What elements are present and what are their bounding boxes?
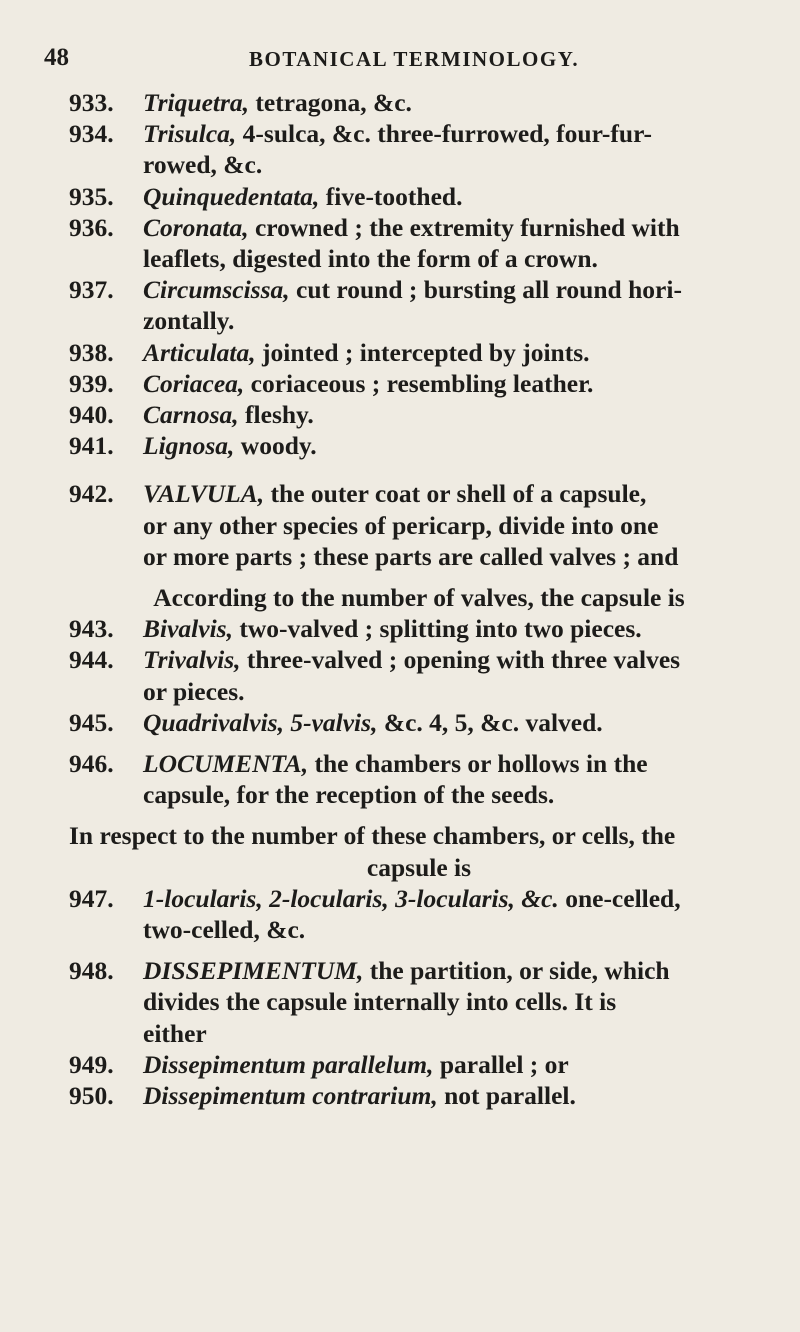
centered-line: capsule is	[366, 852, 472, 882]
entry-939	[69, 368, 769, 399]
entry-938	[69, 337, 769, 368]
entry-text: the partition, or side, which	[363, 956, 670, 986]
entry-text: 4-sulca, &c. three-furrowed, four-fur-	[236, 119, 652, 149]
entry-948	[69, 955, 769, 1049]
spacer	[69, 461, 769, 478]
entry-number: 946.	[69, 749, 114, 779]
entry-continuation: zontally.	[143, 306, 235, 336]
entry-text: &c. 4, 5, &c. valved.	[377, 707, 603, 737]
entry-term: Articulata,	[143, 337, 256, 367]
entry-937	[69, 274, 769, 336]
entry-continuation: capsule, for the reception of the seeds.	[143, 780, 555, 810]
page-number: 48	[44, 44, 69, 71]
centered-line: According to the number of valves, the capsule is	[153, 583, 685, 613]
entry-text: jointed ; intercepted by joints.	[255, 337, 590, 367]
entry-number: 937.	[69, 275, 114, 305]
entry-number: 942.	[69, 479, 114, 509]
entry-term: Bivalvis,	[143, 614, 233, 644]
entry-949	[69, 1049, 769, 1080]
entry-continuation: or more parts ; these parts are called valves ; and	[143, 541, 679, 571]
entry-text: the chambers or hollows in the	[308, 749, 648, 779]
entry-term-alt: 5-valvis,	[283, 707, 378, 737]
entry-text: parallel ; or	[433, 1049, 569, 1079]
entry-number: 950.	[69, 1081, 114, 1111]
entry-text: three-valved ; opening with three valves	[240, 645, 681, 675]
entry-term: VALVULA,	[143, 479, 265, 509]
spacer	[69, 945, 769, 955]
entry-933	[69, 87, 769, 118]
entry-text: fleshy.	[238, 400, 314, 430]
entry-947	[69, 883, 769, 945]
entry-940	[69, 399, 769, 430]
entry-number: 944.	[69, 645, 114, 675]
entry-945	[69, 707, 769, 738]
page-header	[44, 44, 764, 78]
entry-continuation: or pieces.	[143, 676, 245, 706]
page-body	[69, 87, 769, 1111]
entry-continuation: leaflets, digested into the form of a crown.	[143, 244, 598, 274]
entry-number: 949.	[69, 1049, 114, 1079]
entry-term: Lignosa,	[143, 431, 235, 461]
entry-941	[69, 430, 769, 461]
entry-942	[69, 478, 769, 572]
running-title: BOTANICAL TERMINOLOGY.	[249, 47, 580, 71]
entry-term: Trisulca,	[143, 119, 237, 149]
entry-text: woody.	[234, 431, 317, 461]
entry-text: cut round ; bursting all round hori-	[289, 275, 682, 305]
entry-term: Dissepimentum contrarium,	[143, 1081, 438, 1111]
entry-946	[69, 748, 769, 810]
entry-term: Quinquedentata,	[143, 181, 320, 211]
entry-number: 933.	[69, 88, 114, 117]
entry-943	[69, 613, 769, 644]
entry-continuation: rowed, &c.	[143, 150, 263, 180]
spacer	[69, 738, 769, 748]
entry-continuation: divides the capsule internally into cells. It is	[143, 987, 617, 1017]
entry-term: Quadrivalvis,	[143, 707, 284, 737]
entry-935	[69, 181, 769, 212]
entry-term: DISSEPIMENTUM,	[143, 956, 364, 986]
entry-text: tetragona, &c.	[249, 88, 412, 117]
spacer	[69, 810, 769, 820]
entry-term: 1-locularis, 2-locularis, 3-locularis, &c.	[143, 883, 559, 913]
entry-term: Dissepimentum parallelum,	[143, 1049, 434, 1079]
entry-term: LOCUMENTA,	[143, 749, 309, 779]
entry-text: the outer coat or shell of a capsule,	[264, 479, 647, 509]
entry-number: 934.	[69, 119, 114, 149]
entry-text: not parallel.	[437, 1081, 576, 1111]
entry-number: 938.	[69, 337, 114, 367]
entry-continuation: either	[143, 1018, 207, 1048]
entry-term: Triquetra,	[143, 88, 250, 117]
entry-term: Coriacea,	[143, 368, 245, 398]
paragraph-line: In respect to the number of these chambers, or cells, the	[69, 821, 676, 851]
entry-944	[69, 644, 769, 706]
entry-936	[69, 212, 769, 274]
entry-number: 945.	[69, 707, 114, 737]
entry-934	[69, 118, 769, 180]
entry-number: 936.	[69, 212, 114, 242]
entry-number: 943.	[69, 614, 114, 644]
entry-text: two-valved ; splitting into two pieces.	[232, 614, 642, 644]
entry-number: 948.	[69, 956, 114, 986]
entry-text: coriaceous ; resembling leather.	[244, 368, 594, 398]
entry-number: 947.	[69, 883, 114, 913]
entry-term: Trivalvis,	[143, 645, 241, 675]
entry-number: 939.	[69, 368, 114, 398]
entry-number: 940.	[69, 400, 114, 430]
entry-number: 935.	[69, 181, 114, 211]
entry-text: one-celled,	[558, 883, 681, 913]
entry-term: Coronata,	[143, 212, 249, 242]
entry-950	[69, 1080, 769, 1111]
entry-text: five-toothed.	[319, 181, 463, 211]
spacer	[69, 572, 769, 582]
entry-continuation: two-celled, &c.	[143, 915, 306, 945]
entry-continuation: or any other species of pericarp, divide into one	[143, 510, 659, 540]
entry-term: Carnosa,	[143, 400, 239, 430]
entry-text: crowned ; the extremity furnished with	[248, 212, 680, 242]
entry-term: Circumscissa,	[143, 275, 290, 305]
entry-number: 941.	[69, 431, 114, 461]
